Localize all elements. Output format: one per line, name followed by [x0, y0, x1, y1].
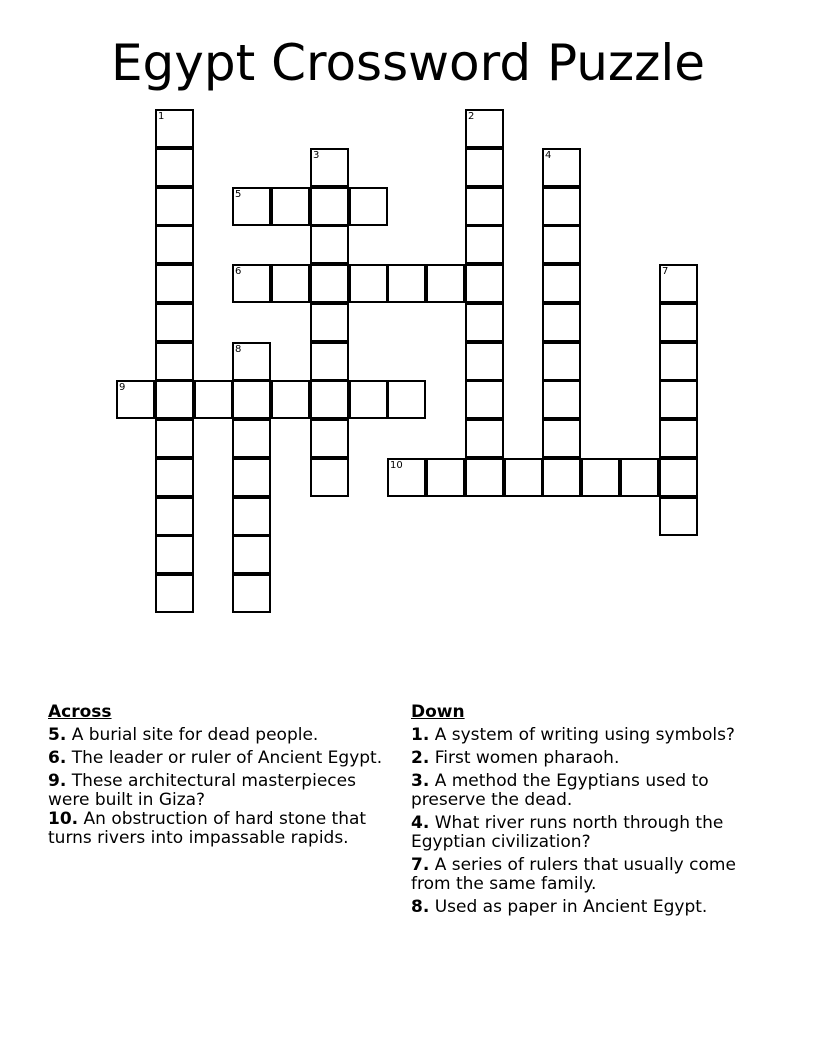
grid-cell[interactable] — [465, 458, 504, 497]
grid-cell[interactable] — [465, 109, 504, 148]
clue-number-label: 2 — [468, 111, 475, 122]
grid-cell[interactable] — [387, 458, 426, 497]
clue-across-10 — [48, 810, 388, 848]
clue-number-label: 1 — [158, 111, 165, 122]
grid-cell[interactable] — [542, 380, 581, 419]
grid-cell[interactable] — [155, 303, 194, 342]
grid-cell[interactable] — [310, 303, 349, 342]
grid-cell[interactable] — [465, 187, 504, 226]
clue-number-label: 3 — [313, 150, 320, 161]
clue-down-2 — [411, 749, 771, 768]
grid-cell[interactable] — [465, 264, 504, 303]
grid-cell[interactable] — [232, 574, 271, 613]
grid-cell[interactable] — [232, 380, 271, 419]
grid-cell[interactable] — [659, 458, 698, 497]
grid-cell[interactable] — [155, 380, 194, 419]
grid-cell[interactable] — [659, 419, 698, 458]
grid-cell[interactable] — [155, 225, 194, 264]
clue-text: What river runs north through the Egyptian civilization? — [411, 813, 724, 852]
grid-cell[interactable] — [116, 380, 155, 419]
grid-cell[interactable] — [155, 264, 194, 303]
clue-down-4 — [411, 814, 771, 852]
grid-cell[interactable] — [542, 419, 581, 458]
grid-cell[interactable] — [155, 148, 194, 187]
clue-text: A system of writing using symbols? — [434, 725, 735, 745]
grid-cell[interactable] — [542, 303, 581, 342]
clue-text: These architectural masterpieces were built in Giza? — [48, 771, 356, 810]
clue-number: 7. — [411, 855, 430, 875]
across-heading: Across — [48, 702, 112, 722]
grid-cell[interactable] — [542, 342, 581, 381]
clue-number: 3. — [411, 771, 430, 791]
grid-cell[interactable] — [155, 574, 194, 613]
clue-number-label: 8 — [235, 344, 242, 355]
grid-cell[interactable] — [542, 148, 581, 187]
grid-cell[interactable] — [310, 342, 349, 381]
grid-cell[interactable] — [310, 187, 349, 226]
clue-text: A series of rulers that usually come from the same family. — [411, 855, 736, 894]
clue-across-9 — [48, 772, 388, 810]
clue-down-8 — [411, 898, 771, 917]
clue-text: An obstruction of hard stone that turns rivers into impassable rapids. — [48, 809, 367, 848]
grid-cell[interactable] — [310, 419, 349, 458]
clue-number: 8. — [411, 897, 430, 917]
grid-cell[interactable] — [387, 380, 426, 419]
clue-text: Used as paper in Ancient Egypt. — [434, 897, 708, 917]
grid-cell[interactable] — [155, 419, 194, 458]
clue-down-7 — [411, 856, 771, 894]
grid-cell[interactable] — [232, 458, 271, 497]
grid-cell[interactable] — [542, 225, 581, 264]
grid-cell[interactable] — [387, 264, 426, 303]
clue-number-label: 5 — [235, 189, 242, 200]
clue-text: The leader or ruler of Ancient Egypt. — [71, 748, 383, 768]
clue-number: 5. — [48, 725, 67, 745]
grid-cell[interactable] — [155, 109, 194, 148]
grid-cell[interactable] — [271, 380, 310, 419]
clue-number: 10. — [48, 809, 79, 829]
grid-cell[interactable] — [542, 187, 581, 226]
grid-cell[interactable] — [620, 458, 659, 497]
clue-number-label: 7 — [662, 266, 669, 277]
grid-cell[interactable] — [232, 497, 271, 536]
grid-cell[interactable] — [155, 342, 194, 381]
grid-cell[interactable] — [310, 225, 349, 264]
grid-cell[interactable] — [465, 380, 504, 419]
grid-cell[interactable] — [542, 264, 581, 303]
clue-down-3 — [411, 772, 771, 810]
grid-cell[interactable] — [232, 535, 271, 574]
grid-cell[interactable] — [465, 225, 504, 264]
grid-cell[interactable] — [232, 187, 271, 226]
grid-cell[interactable] — [310, 458, 349, 497]
grid-cell[interactable] — [349, 187, 388, 226]
clue-number-label: 10 — [390, 460, 403, 471]
grid-cell[interactable] — [310, 380, 349, 419]
clue-number: 4. — [411, 813, 430, 833]
clue-text: First women pharaoh. — [434, 748, 620, 768]
grid-cell[interactable] — [426, 458, 465, 497]
clue-across-5 — [48, 726, 388, 745]
grid-cell[interactable] — [349, 264, 388, 303]
grid-cell[interactable] — [155, 535, 194, 574]
down-clues — [411, 703, 771, 921]
clue-number: 1. — [411, 725, 430, 745]
clue-text: A burial site for dead people. — [71, 725, 319, 745]
puzzle-title: Egypt Crossword Puzzle — [110, 34, 706, 92]
grid-cell[interactable] — [465, 419, 504, 458]
grid-cell[interactable] — [155, 497, 194, 536]
grid-cell[interactable] — [542, 458, 581, 497]
grid-cell[interactable] — [194, 380, 233, 419]
grid-cell[interactable] — [465, 342, 504, 381]
grid-cell[interactable] — [465, 148, 504, 187]
grid-cell[interactable] — [426, 264, 465, 303]
grid-cell[interactable] — [465, 303, 504, 342]
grid-cell[interactable] — [659, 342, 698, 381]
clue-down-1 — [411, 726, 771, 745]
grid-cell[interactable] — [659, 497, 698, 536]
grid-cell[interactable] — [310, 148, 349, 187]
down-heading: Down — [411, 702, 465, 722]
clue-text: A method the Egyptians used to preserve the dead. — [411, 771, 709, 810]
grid-cell[interactable] — [232, 342, 271, 381]
grid-cell[interactable] — [271, 264, 310, 303]
grid-cell[interactable] — [581, 458, 620, 497]
grid-cell[interactable] — [349, 380, 388, 419]
grid-cell[interactable] — [155, 458, 194, 497]
clue-across-6 — [48, 749, 388, 768]
clue-number: 9. — [48, 771, 67, 791]
grid-cell[interactable] — [659, 264, 698, 303]
across-clues — [48, 703, 388, 852]
grid-cell[interactable] — [232, 419, 271, 458]
clue-number-label: 9 — [119, 382, 126, 393]
clue-number: 6. — [48, 748, 67, 768]
clue-number: 2. — [411, 748, 430, 768]
grid-cell[interactable] — [504, 458, 543, 497]
grid-cell[interactable] — [271, 187, 310, 226]
grid-cell[interactable] — [232, 264, 271, 303]
grid-cell[interactable] — [659, 380, 698, 419]
grid-cell[interactable] — [155, 187, 194, 226]
grid-cell[interactable] — [310, 264, 349, 303]
clue-number-label: 6 — [235, 266, 242, 277]
grid-cell[interactable] — [659, 303, 698, 342]
clue-number-label: 4 — [545, 150, 552, 161]
